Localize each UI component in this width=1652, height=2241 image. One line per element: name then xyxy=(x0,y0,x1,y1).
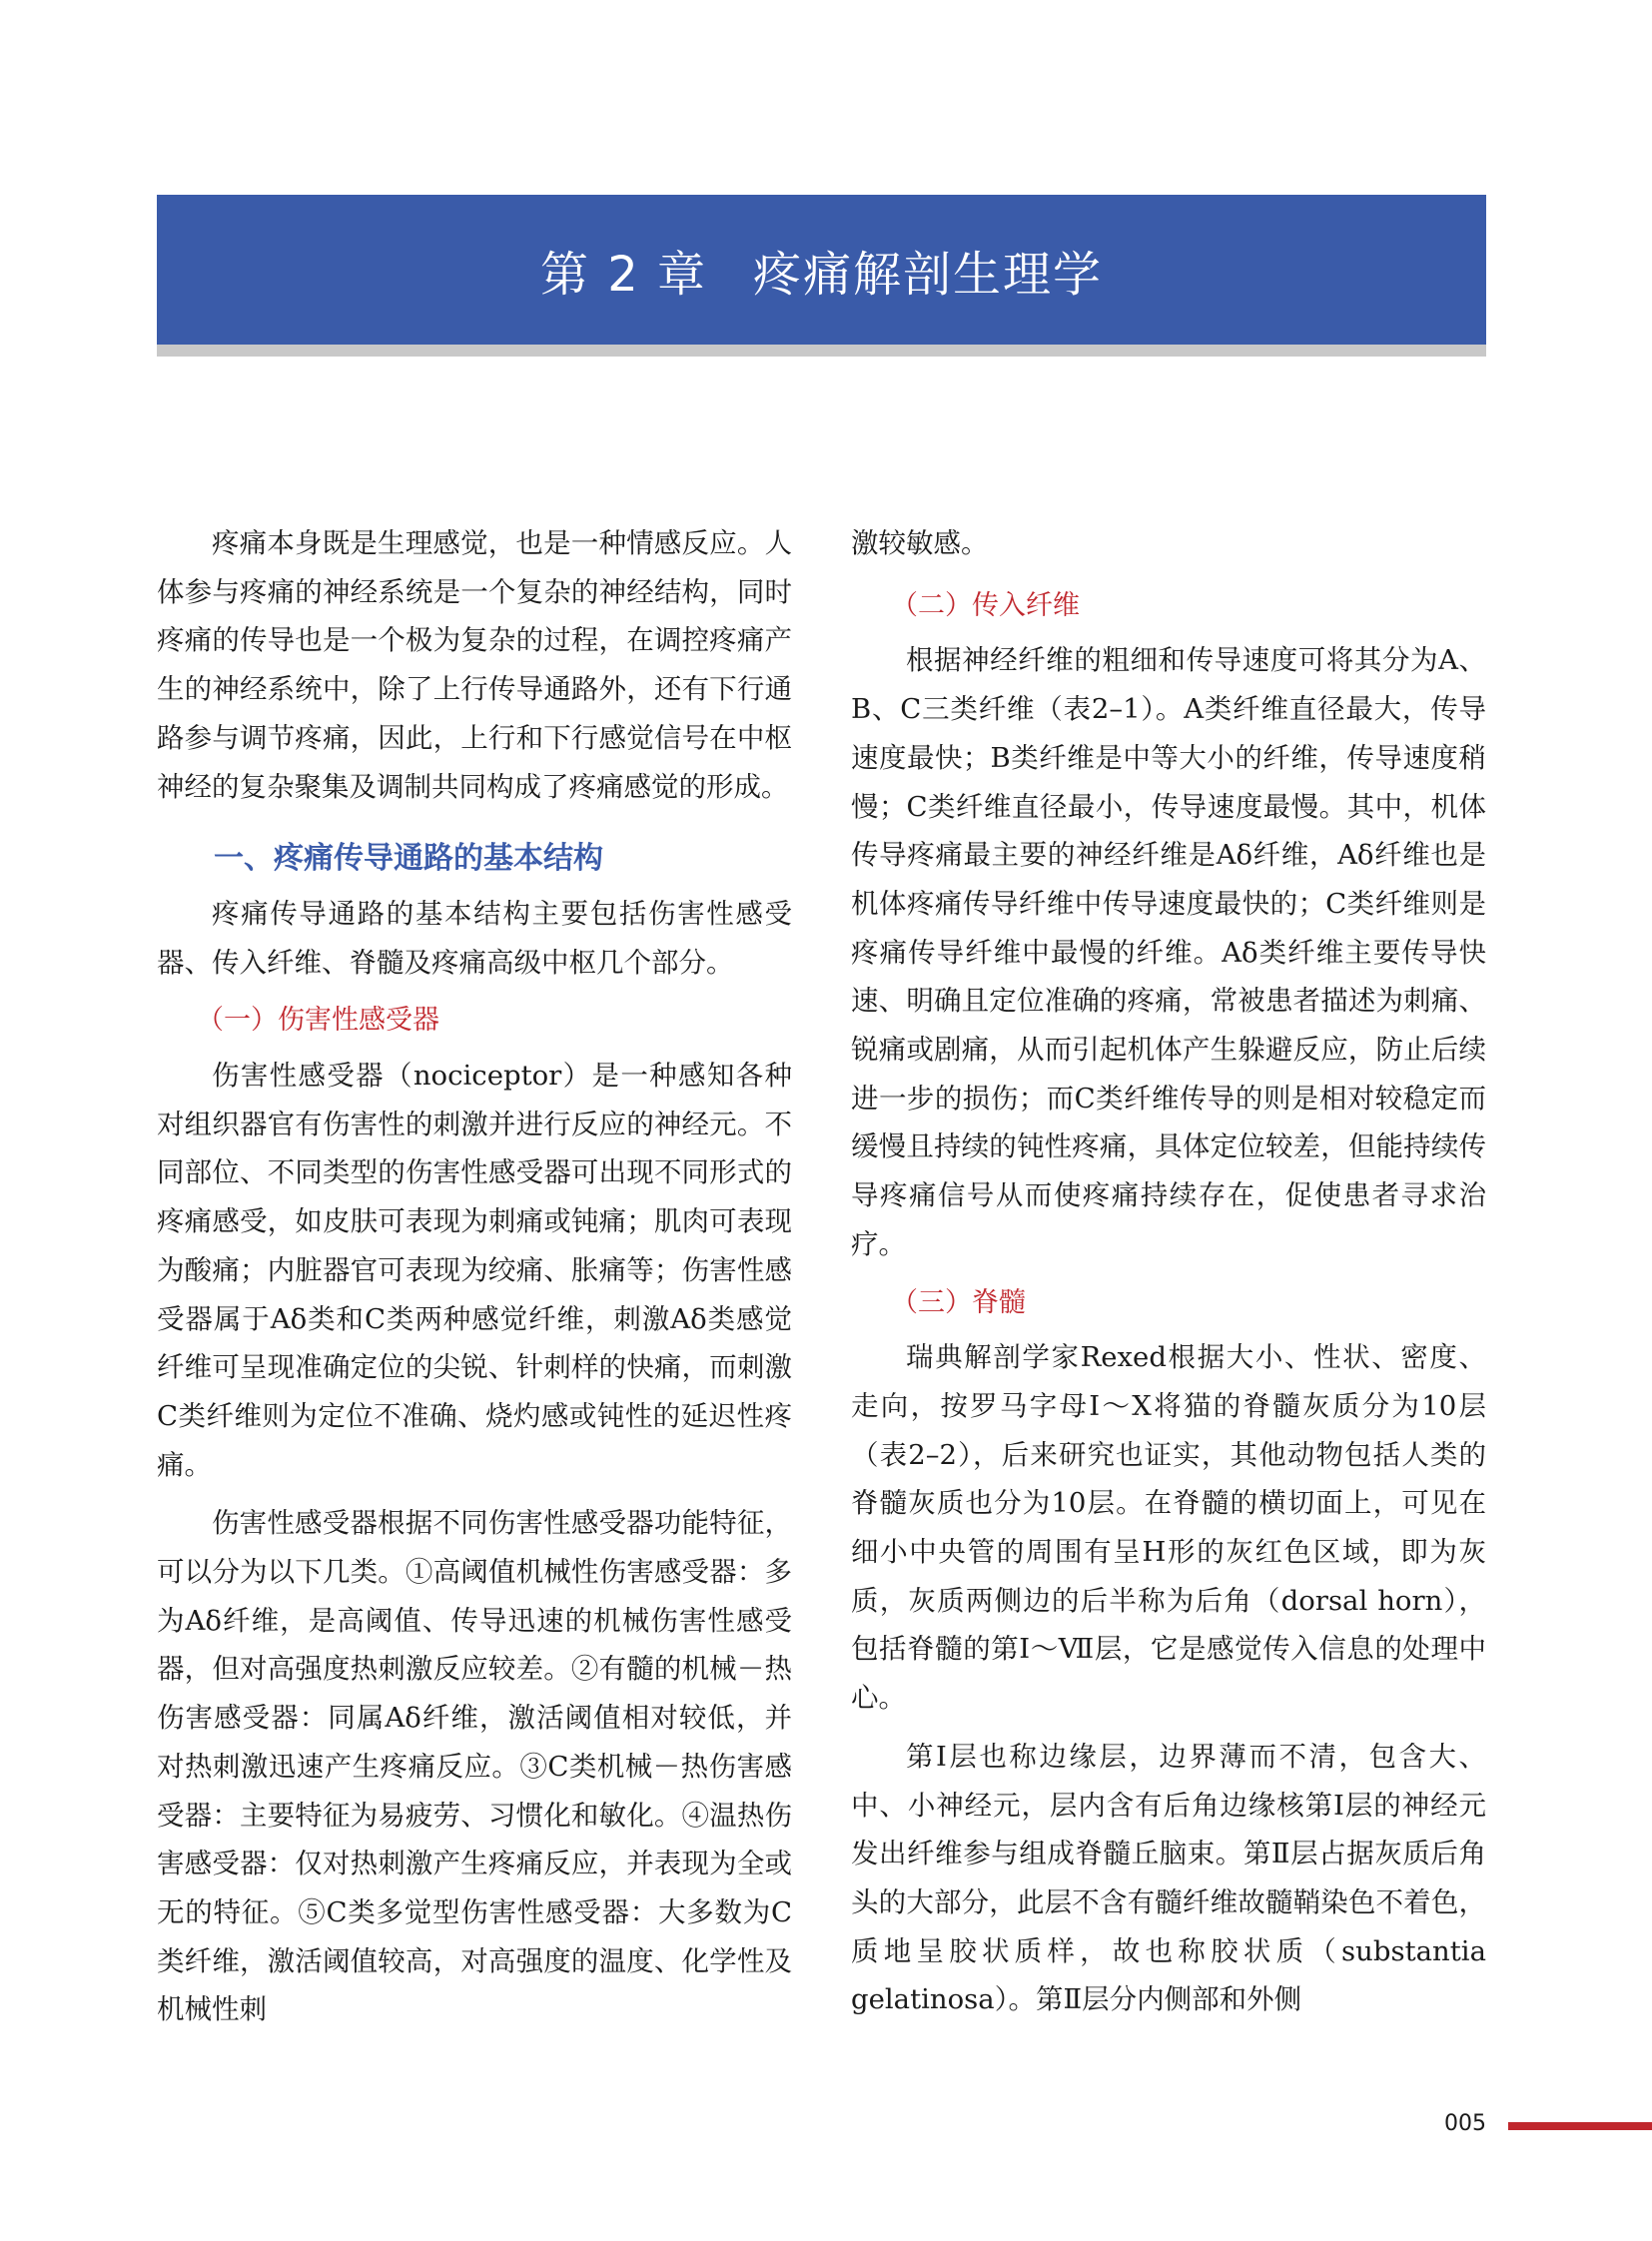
page-number-bar xyxy=(1508,2122,1652,2130)
subsection-heading-afferent: （二）传入纤维 xyxy=(891,589,1080,621)
subsection-heading-spinal-cord: （三）脊髓 xyxy=(891,1286,1026,1318)
page-number: 005 xyxy=(1444,2111,1486,2136)
right-column xyxy=(851,519,1486,2024)
section-heading: 一、疼痛传导通路的基本结构 xyxy=(214,841,603,877)
continuation-text: 激较敏感。 xyxy=(851,527,989,559)
nociceptor-paragraph-2: 伤害性感受器根据不同伤害性感受器功能特征，可以分为以下几类。①高阈值机械性伤害感受器：多为Aδ纤维，是高阈值、传导迅速的机械伤害性感受器，但对高强度热刺激反应较差。②有髓的机械－热伤害感受器：同属Aδ纤维，激活阈值相对较低，并对热刺激迅速产生疼痛反应。③C类机械－热伤害感受器：主要特征为易疲劳、习惯化和敏化。④温热伤害感受器：仅对热刺激产生疼痛反应，并表现为全或无的特征。⑤C类多觉型伤害性感受器：大多数为C类纤维，激活阈值较高，对高强度的温度、化学性及机械性刺 xyxy=(157,1507,792,2026)
spinal-cord-paragraph-2: 第Ⅰ层也称边缘层，边界薄而不清，包含大、中、小神经元，层内含有后角边缘核第Ⅰ层的神经元发出纤维参与组成脊髓丘脑束。第Ⅱ层占据灰质后角头的大部分，此层不含有髓纤维故髓鞘染色不着色，质地呈胶状质样，故也称胶状质（substantia gelatinosa）。第Ⅱ层分内侧部和外侧 xyxy=(851,1740,1486,2016)
afferent-paragraph: 根据神经纤维的粗细和传导速度可将其分为A、B、C三类纤维（表2–1）。A类纤维直径最大，传导速度最快；B类纤维是中等大小的纤维，传导速度稍慢；C类纤维直径最小，传导速度最慢。其中，机体传导疼痛最主要的神经纤维是Aδ纤维，Aδ纤维也是机体疼痛传导纤维中传导速度最快的；C类纤维则是疼痛传导纤维中最慢的纤维。Aδ类纤维主要传导快速、明确且定位准确的疼痛，常被患者描述为刺痛、锐痛或剧痛，从而引起机体产生躲避反应，防止后续进一步的损伤；而C类纤维传导的则是相对较稳定而缓慢且持续的钝性疼痛，具体定位较差，但能持续传导疼痛信号从而使疼痛持续存在，促使患者寻求治疗。 xyxy=(851,644,1486,1260)
section-paragraph: 疼痛传导通路的基本结构主要包括伤害性感受器、传入纤维、脊髓及疼痛高级中枢几个部分。 xyxy=(157,897,792,979)
banner-shadow xyxy=(157,345,1486,357)
chapter-title: 疼痛解剖生理学 xyxy=(753,246,1104,303)
chapter-number: 第 2 章 xyxy=(539,246,708,303)
left-column xyxy=(157,519,792,2034)
chapter-banner xyxy=(157,195,1486,345)
spinal-cord-paragraph-1: 瑞典解剖学家Rexed根据大小、性状、密度、走向，按罗马字母Ⅰ～Ⅹ将猫的脊髓灰质分为10层（表2–2），后来研究也证实，其他动物包括人类的脊髓灰质也分为10层。在脊髓的横切面上，可见在细小中央管的周围有呈H形的灰红色区域，即为灰质，灰质两侧边的后半称为后角（dorsal horn），包括脊髓的第Ⅰ～Ⅶ层，它是感觉传入信息的处理中心。 xyxy=(851,1341,1486,1715)
subsection-heading-nociceptor: （一）伤害性感受器 xyxy=(197,1005,439,1037)
intro-paragraph: 疼痛本身既是生理感觉，也是一种情感反应。人体参与疼痛的神经系统是一个复杂的神经结构，同时疼痛的传导也是一个极为复杂的过程，在调控疼痛产生的神经系统中，除了上行传导通路外，还有下行通路参与调节疼痛，因此，上行和下行感觉信号在中枢神经的复杂聚集及调制共同构成了疼痛感觉的形成。 xyxy=(157,527,792,803)
nociceptor-paragraph-1: 伤害性感受器（nociceptor）是一种感知各种对组织器官有伤害性的刺激并进行反应的神经元。不同部位、不同类型的伤害性感受器可出现不同形式的疼痛感受，如皮肤可表现为刺痛或钝痛；肌肉可表现为酸痛；内脏器官可表现为绞痛、胀痛等；伤害性感受器属于Aδ类和C类两种感觉纤维，刺激Aδ类感觉纤维可呈现准确定位的尖锐、针刺样的快痛，而刺激C类纤维则为定位不准确、烧灼感或钝性的延迟性疼痛。 xyxy=(157,1060,792,1481)
